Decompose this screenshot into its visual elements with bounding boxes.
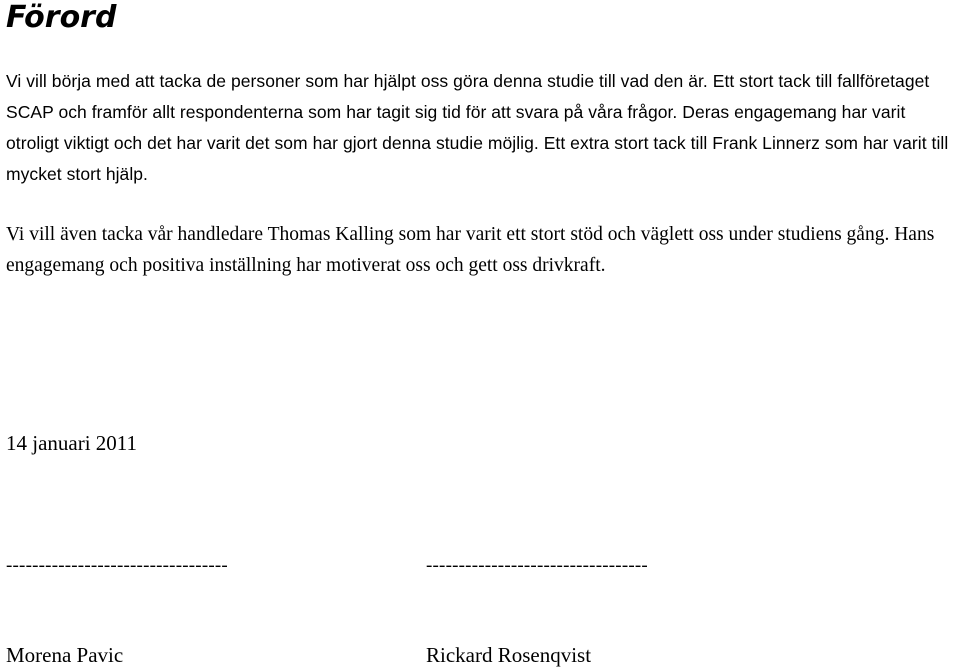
- signature-name-left: Morena Pavic: [6, 643, 124, 667]
- signature-name-right: Rickard Rosenqvist: [426, 643, 592, 667]
- paragraph-acknowledgement-2: Vi vill även tacka vår handledare Thomas Kalling som har varit ett stort stöd och väglett oss under studiens gång. Hans engagemang och positiva inställning har motiverat oss och gett oss drivkraft.: [6, 224, 935, 276]
- paragraph-acknowledgement-1: Vi vill börja med att tacka de personer som har hjälpt oss göra denna studie till vad den är. Ett stort tack till fallföretaget SCAP och framför allt respondenterna som har tagit sig tid för att svara på våra frågor. Deras engagemang har varit otroligt viktigt och det har varit det som har gjort denna studie möjlig. Ett extra stort tack till Frank Linnerz som har varit till mycket stort hjälp.: [6, 71, 949, 184]
- page-title: Förord: [6, 0, 117, 35]
- signature-line-left: ----------------------------------: [6, 555, 228, 576]
- signature-line-right: ----------------------------------: [426, 555, 648, 576]
- document-date: 14 januari 2011: [6, 431, 138, 455]
